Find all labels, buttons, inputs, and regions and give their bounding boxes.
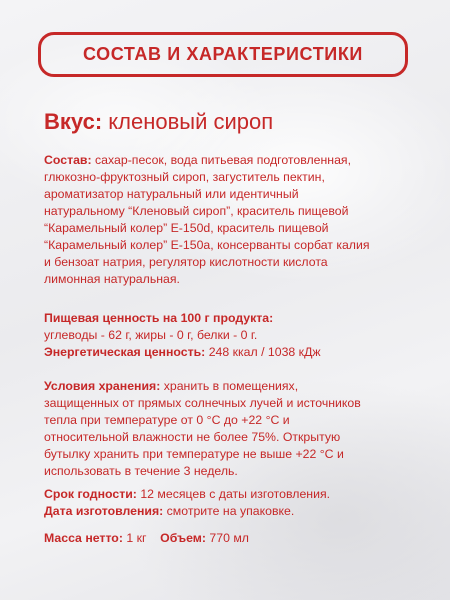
net-weight-value: 1 кг: [126, 531, 147, 545]
flavor-line: [44, 109, 273, 135]
page-title: СОСТАВ И ХАРАКТЕРИСТИКИ: [83, 44, 363, 64]
flavor-label: Вкус:: [44, 109, 103, 134]
volume-label: Объем:: [160, 531, 206, 545]
volume-value: 770 мл: [209, 531, 249, 545]
energy-label: Энергетическая ценность:: [44, 345, 206, 359]
manufacture-date-value: смотрите на упаковке.: [166, 504, 295, 518]
shelf-section: [44, 486, 374, 520]
nutrition-section: [44, 310, 374, 361]
nutrition-label: Пищевая ценность на 100 г продукта:: [44, 311, 274, 325]
title-frame: [38, 32, 408, 77]
shelf-life-label: Срок годности:: [44, 487, 137, 501]
nutrition-text: углеводы - 62 г, жиры - 0 г, белки - 0 г.: [44, 328, 258, 342]
storage-section: [44, 378, 374, 480]
composition-section: [44, 152, 374, 288]
flavor-value: кленовый сироп: [108, 109, 274, 134]
storage-label: Условия хранения:: [44, 379, 161, 393]
composition-label: Состав:: [44, 153, 92, 167]
manufacture-date-label: Дата изготовления:: [44, 504, 164, 518]
energy-value: 248 ккал / 1038 кДж: [208, 345, 321, 359]
net-weight-label: Масса нетто:: [44, 531, 123, 545]
composition-text: сахар-песок, вода питьевая подготовленная, глюкозно-фруктозный сироп, загуститель пектин, ароматизатор натуральный или идентичный натуральному “Кленовый сироп”, краситель пищевой “Карамельный колер” Е-150d, краситель пищевой “Карамельный колер” Е-150a, консерванты сорбат калия и бензоат натрия, регулятор кислотности кислота лимонная натуральная.: [44, 153, 370, 286]
storage-text: хранить в помещениях, защищенных от прямых солнечных лучей и источников тепла при температуре от 0 °С до +22 °С и относительной влажности не более 75%. Открытую бутылку хранить при температуре не выше +22 °С и использовать в течение 3 недель.: [44, 379, 361, 478]
amounts-section: [44, 530, 374, 547]
shelf-life-value: 12 месяцев с даты изготовления.: [140, 487, 331, 501]
